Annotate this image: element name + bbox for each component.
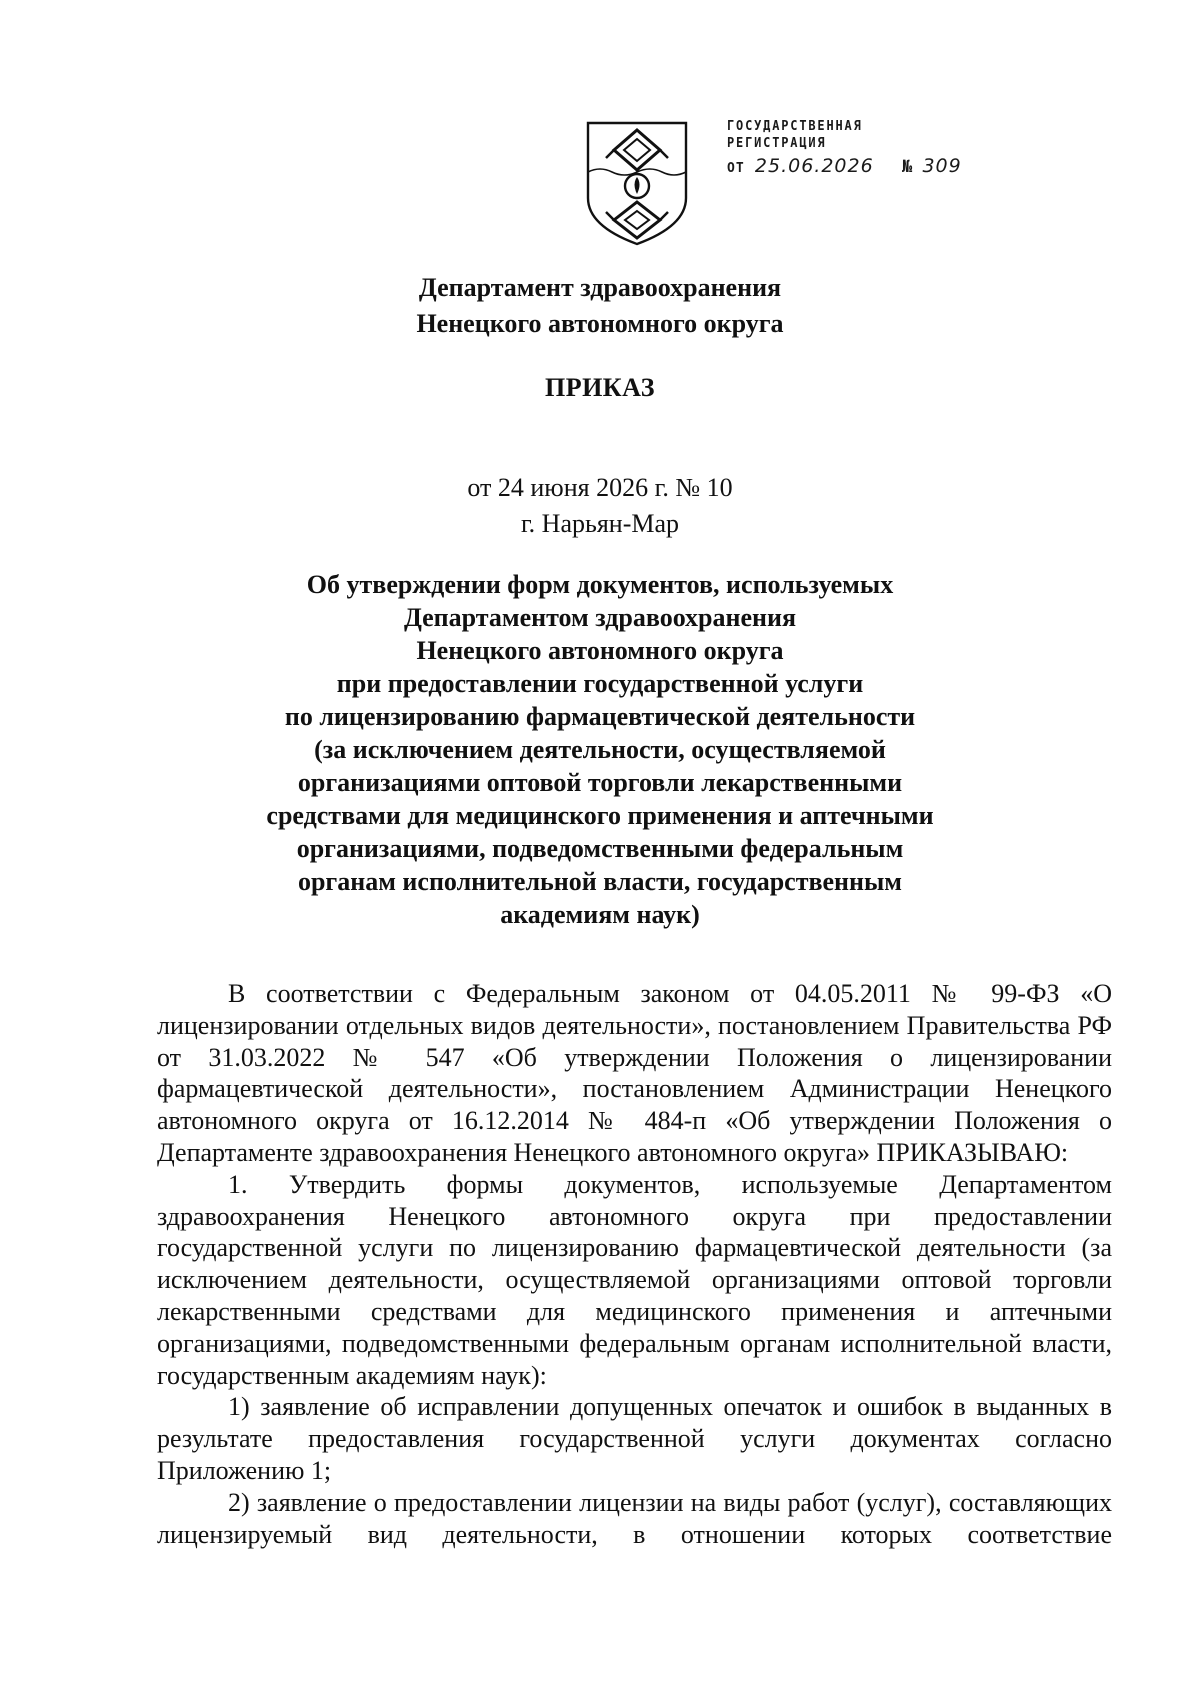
stamp-line-2: РЕГИСТРАЦИЯ [727,136,827,151]
subitem-2-paragraph: 2) заявление о предоставлении лицензии на виды работ (услуг), составляющих лицензируемый вид деятельности, в отношении которых соответствие [157,1487,1112,1549]
stamp-line-1: ГОСУДАРСТВЕННАЯ [727,119,863,134]
stamp-number-sign: № [901,157,913,177]
subitem-1-paragraph: 1) заявление об исправлении допущенных опечаток и ошибок в выданных в результате предоставления государственной услуги документах согласно Приложению 1; [157,1392,1112,1485]
title-line: (за исключением деятельности, осуществляемой [314,735,886,764]
stamp-date-prefix: ОТ [727,161,745,176]
stamp-registration-date: 25.06.2026 [754,155,874,177]
order-body [157,978,1112,1550]
registration-stamp [727,118,962,177]
coat-of-arms-emblem [584,120,690,248]
title-line: средствами для медицинского применения и аптечными [266,801,934,830]
title-line: органам исполнительной власти, государственным [297,867,903,896]
department-heading [0,270,1200,342]
title-line: Ненецкого автономного округа [416,636,784,665]
title-line: Об утверждении форм документов, используемых [306,570,894,599]
title-line: организациями, подведомственными федеральным [296,834,904,863]
title-line: Департаментом здравоохранения [403,603,797,632]
order-date-number: от 24 июня 2026 г. № 10 [467,473,733,502]
department-line-2: Ненецкого автономного округа [416,309,784,338]
title-line: по лицензированию фармацевтической деятельности [284,702,916,731]
department-line-1: Департамент здравоохранения [418,273,782,302]
order-details [0,470,1200,542]
stamp-registration-row [727,155,962,177]
title-line: при предоставлении государственной услуги [336,669,864,698]
item-1-paragraph: 1. Утвердить формы документов, используемые Департаментом здравоохранения Ненецкого автономного округа при предоставлении государственной услуги по лицензированию фармацевтической деятельности (за исключением деятельности, осуществляемой организациями оптовой торговли лекарственными средствами для медицинского применения и аптечными организациями, подведомственными федеральным органам исполнительной власти, государственным академиям наук): [157,1169,1112,1390]
order-place: г. Нарьян-Мар [520,509,680,538]
stamp-registration-number: 309 [922,155,962,177]
title-line: академиям наук) [500,900,700,929]
document-type: ПРИКАЗ [544,373,656,402]
title-line: организациями оптовой торговли лекарственными [297,768,903,797]
preamble-paragraph: В соответствии с Федеральным законом от 04.05.2011 № 99-ФЗ «О лицензировании отдельных видов деятельности», постановлением Правительства РФ от 31.03.2022 № 547 «Об утверждении Положения о лицензировании фармацевтической деятельности», постановлением Администрации Ненецкого автономного округа от 16.12.2014 № 484-п «Об утверждении Положения о Департаменте здравоохранения Ненецкого автономного округа» ПРИКАЗЫВАЮ: [157,979,1112,1167]
order-title [0,568,1200,931]
